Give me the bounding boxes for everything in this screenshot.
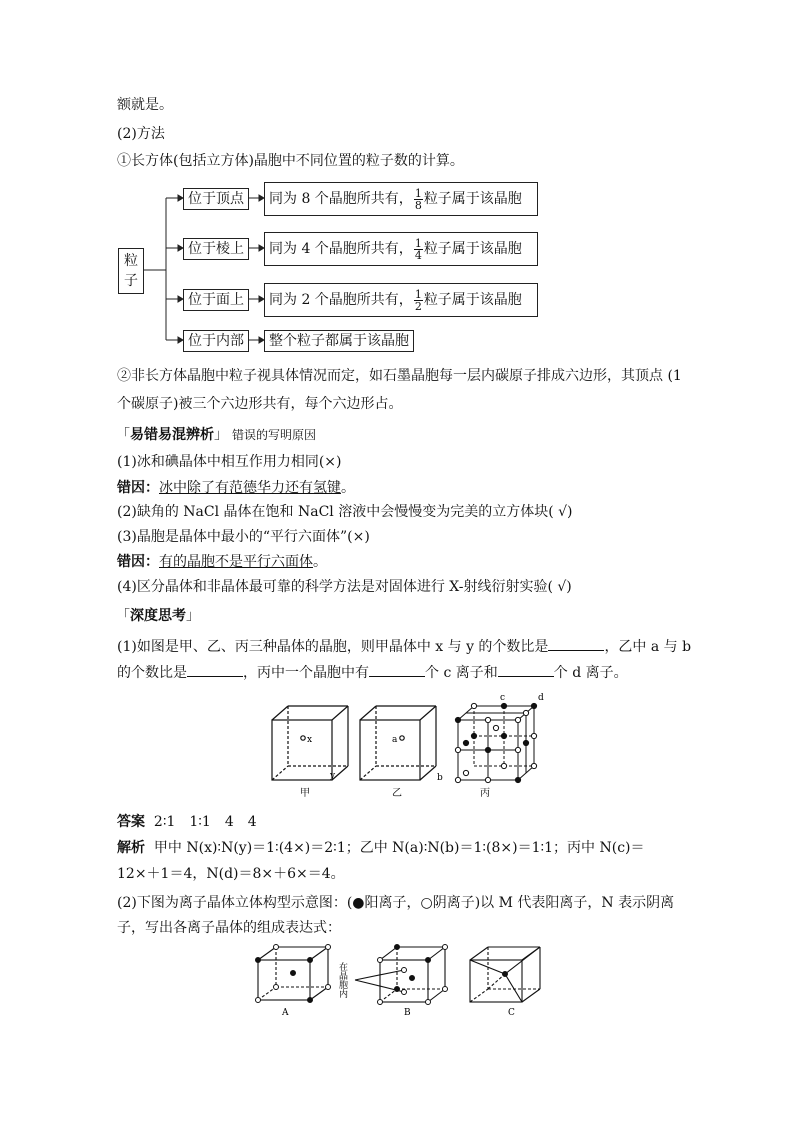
answer-blank[interactable] xyxy=(369,662,425,677)
fix-label: 错因： xyxy=(117,554,159,570)
label-yi: 乙 xyxy=(392,788,402,799)
q1-text-d: ，丙中一个晶胞中有 xyxy=(243,665,369,681)
intro-line: 额就是。 xyxy=(117,97,173,113)
deep-heading xyxy=(116,605,200,625)
analysis-line-1 xyxy=(117,838,645,858)
label-d: d xyxy=(538,693,544,703)
deep-q1-line2 xyxy=(117,662,628,683)
particle-label-2: 子 xyxy=(124,273,138,289)
cell-C-ions xyxy=(503,972,508,977)
deep-q2-line1: (2)下图为离子晶体立体构型示意图：(●阳离子，○阴离子)以 M 代表阳离子，N 表示阴离 xyxy=(117,895,675,911)
frac-den: 2 xyxy=(414,299,422,313)
face-desc-b: 粒子属于该晶胞 xyxy=(423,292,522,308)
bing-ions xyxy=(455,703,536,782)
fraction-one-half xyxy=(414,289,423,312)
bracket-left: 「 xyxy=(116,427,130,443)
fix-end: 。 xyxy=(341,480,355,496)
answer-text: 2∶1 1∶1 4 4 xyxy=(153,814,257,830)
vertex-desc-box xyxy=(264,182,538,216)
label-bing: 丙 xyxy=(480,788,490,799)
fix-end: 。 xyxy=(313,554,327,570)
answer-label: 答案 xyxy=(117,814,145,830)
particle-label-1: 粒 xyxy=(124,253,138,269)
deep-title: 深度思考 xyxy=(130,608,186,624)
frac-den: 8 xyxy=(414,198,422,212)
position-edge-box: 位于棱上 xyxy=(183,238,249,260)
mistake-q1-fix xyxy=(117,478,355,498)
answer-blank[interactable] xyxy=(548,636,604,651)
bracket-right: 」 xyxy=(214,427,228,443)
fix-label: 错因： xyxy=(117,480,159,496)
particle-label-box xyxy=(118,248,144,294)
mistake-q2: (2)缺角的 NaCl 晶体在饱和 NaCl 溶液中会慢慢变为完美的立方体块( √) xyxy=(117,504,573,520)
fix-text: 有的晶胞不是平行六面体 xyxy=(159,554,313,570)
bracket-left: 「 xyxy=(116,608,130,624)
edge-desc-box xyxy=(264,232,538,266)
bracket-right: 」 xyxy=(186,608,200,624)
method-item-1: ①长方体(包括立方体)晶胞中不同位置的粒子数的计算。 xyxy=(117,153,464,169)
label-A: A xyxy=(282,1008,289,1018)
answer-line xyxy=(117,812,257,832)
mistake-q3: (3)晶胞是晶体中最小的“平行六面体”(×) xyxy=(117,529,370,545)
analysis-label: 解析 xyxy=(117,840,145,856)
mistakes-heading xyxy=(116,424,316,444)
q1-text-e: 个 c 离子和 xyxy=(425,665,498,681)
label-c: c xyxy=(500,693,506,703)
position-face-box: 位于面上 xyxy=(183,289,249,311)
vertex-desc-a: 同为 8 个晶胞所共有， xyxy=(269,191,413,207)
q1-text-c: 的个数比是 xyxy=(117,665,187,681)
non-cuboid-line-2: 个碳原子)被三个六边形共有，每个六边形占。 xyxy=(117,396,403,412)
face-desc-box xyxy=(264,283,538,317)
q1-text-b: ，乙中 a 与 b xyxy=(604,639,692,655)
edge-desc-a: 同为 4 个晶胞所共有， xyxy=(269,241,413,257)
position-vertex-box: 位于顶点 xyxy=(183,188,249,210)
label-x: x xyxy=(307,735,313,745)
ionic-crystal-figure xyxy=(0,940,800,1020)
answer-blank[interactable] xyxy=(187,662,243,677)
frac-num: 1 xyxy=(414,236,422,250)
method-title: (2)方法 xyxy=(117,126,165,142)
unit-cells-figure xyxy=(0,690,800,800)
mistake-q3-fix xyxy=(117,552,327,572)
fix-text: 冰中除了有范德华力还有氢键 xyxy=(159,480,341,496)
analysis-text-1: 甲中 N(x)∶N(y)＝1∶(4×)＝2∶1；乙中 N(a)∶N(b)＝1∶(8×)＝1∶1；丙中 N(c)＝ xyxy=(153,840,645,856)
fraction-one-eighth xyxy=(414,188,423,211)
label-C: C xyxy=(508,1008,515,1018)
label-jia: 甲 xyxy=(300,788,310,799)
answer-blank[interactable] xyxy=(498,662,554,677)
q1-text-a: (1)如图是甲、乙、丙三种晶体的晶胞，则甲晶体中 x 与 y 的个数比是 xyxy=(117,639,549,655)
inside-desc-box: 整个粒子都属于该晶胞 xyxy=(264,330,414,352)
label-y: y xyxy=(330,771,336,781)
deep-q2-line2: 子，写出各离子晶体的组成表达式： xyxy=(117,920,341,936)
cell-bing xyxy=(458,706,534,780)
cell-B xyxy=(355,947,445,1002)
non-cuboid-line-1: ②非长方体晶胞中粒子视具体情况而定，如石墨晶胞每一层内碳原子排成六边形，其顶点 (1 xyxy=(117,368,682,384)
mistakes-subtitle: 错误的写明原因 xyxy=(232,428,317,442)
label-inside: 在晶胞内 xyxy=(337,962,347,998)
mistake-q1: (1)冰和碘晶体中相互作用力相同(×) xyxy=(117,454,342,470)
label-B: B xyxy=(404,1008,411,1018)
mistake-q4: (4)区分晶体和非晶体最可靠的科学方法是对固体进行 X-射线衍射实验( √) xyxy=(117,579,572,595)
frac-num: 1 xyxy=(414,287,422,301)
label-b: b xyxy=(437,773,443,783)
deep-q1-line1 xyxy=(117,636,691,657)
face-desc-a: 同为 2 个晶胞所共有， xyxy=(269,292,413,308)
mistakes-title: 易错易混辨析 xyxy=(130,427,214,443)
cell-yi xyxy=(360,706,436,780)
edge-desc-b: 粒子属于该晶胞 xyxy=(423,241,522,257)
analysis-line-2: 12×＋1＝4，N(d)＝8×＋6×＝4。 xyxy=(117,866,345,882)
fraction-one-quarter xyxy=(414,238,423,261)
frac-num: 1 xyxy=(414,186,422,200)
vertex-desc-b: 粒子属于该晶胞 xyxy=(423,191,522,207)
position-inside-box: 位于内部 xyxy=(183,330,249,352)
frac-den: 4 xyxy=(414,248,422,262)
label-a: a xyxy=(392,735,398,745)
q1-text-f: 个 d 离子。 xyxy=(553,665,628,681)
